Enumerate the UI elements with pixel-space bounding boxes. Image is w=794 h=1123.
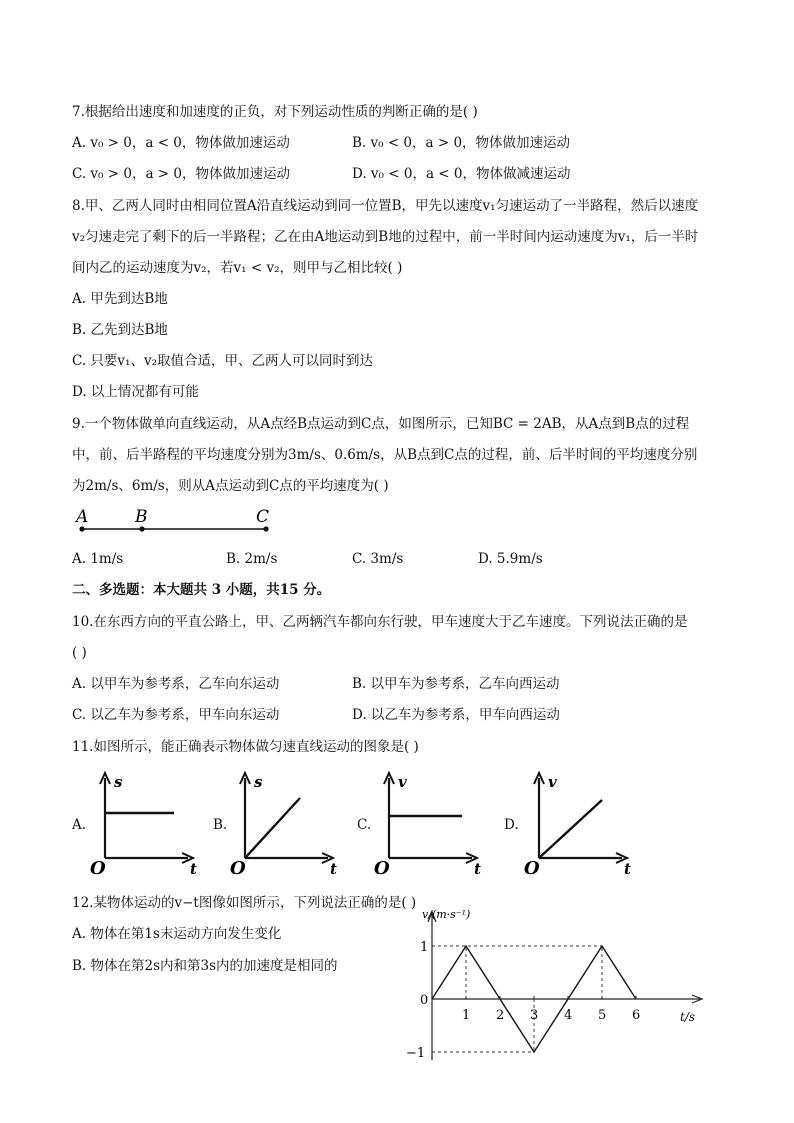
- x-tick-label-6: 6: [632, 1008, 641, 1023]
- q9-line-1: 9.一个物体做单向直线运动，从A点经B点运动到C点，如图所示，已知BC = 2AB，从A点到B点的过程: [72, 416, 690, 432]
- x-axis-label: t: [330, 860, 337, 878]
- x-axis-label: t/s: [680, 1010, 696, 1024]
- graph-line: [539, 800, 602, 858]
- x-tick-label-3: 3: [530, 1008, 539, 1023]
- y-tick-label-neg-1: −1: [406, 1046, 426, 1061]
- section-2-heading: 二、多选题：本大题共 3 小题，共15 分。: [72, 582, 331, 598]
- q10-line-2: ( ): [72, 645, 87, 661]
- q12-option-b: B. 物体在第2s内和第3s内的加速度是相同的: [72, 958, 338, 974]
- q9-line-3: 为2m/s、6m/s，则从A点运动到C点的平均速度为( ): [72, 478, 389, 494]
- q9-point-a: [79, 526, 84, 531]
- q10-option-a: A. 以甲车为参考系，乙车向东运动: [72, 676, 280, 692]
- q7-option-d: D. v₀ < 0，a < 0，物体做减速运动: [352, 166, 571, 182]
- q11-graph-a: [88, 770, 200, 880]
- q9-option-b: B. 2m/s: [226, 551, 278, 567]
- q7-option-a: A. v₀ > 0，a < 0，物体做加速运动: [72, 135, 290, 151]
- q8-option-a: A. 甲先到达B地: [72, 291, 168, 307]
- q11-stem: 11.如图所示，能正确表示物体做匀速直线运动的图象是( ): [72, 739, 419, 755]
- q9-option-c: C. 3m/s: [352, 551, 404, 567]
- origin-label: O: [374, 858, 390, 879]
- q12-stem: 12.某物体运动的v−t图像如图所示，下列说法正确的是( ): [72, 895, 417, 911]
- origin-label: O: [524, 858, 540, 879]
- x-tick-label-5: 5: [598, 1008, 607, 1023]
- q10-option-b: B. 以甲车为参考系，乙车向西运动: [352, 676, 560, 692]
- q9-option-a: A. 1m/s: [72, 551, 124, 567]
- q7-option-c: C. v₀ > 0，a > 0，物体做加速运动: [72, 166, 290, 182]
- y-axis-label: s: [254, 773, 263, 791]
- y-axis-label: v: [548, 773, 557, 791]
- q8-option-b: B. 乙先到达B地: [72, 322, 168, 338]
- q10-line-1: 10.在东西方向的平直公路上，甲、乙两辆汽车都向东行驶，甲车速度大于乙车速度。下列说法正确的是: [72, 614, 688, 630]
- q10-option-c: C. 以乙车为参考系，甲车向东运动: [72, 707, 280, 723]
- vt-chart: [398, 900, 698, 1070]
- origin-label: 0: [420, 993, 429, 1008]
- x-tick-label-2: 2: [496, 1008, 505, 1023]
- q10-option-d: D. 以乙车为参考系，甲车向西运动: [352, 707, 560, 723]
- q9-label-b: B: [135, 507, 148, 527]
- q9-abc-diagram: [72, 505, 282, 537]
- x-tick-label-4: 4: [564, 1008, 573, 1023]
- q11-option-c-letter: C.: [357, 817, 372, 833]
- q11-option-a-letter: A.: [72, 817, 87, 833]
- q8-option-c: C. 只要v₁、v₂取值合适，甲、乙两人可以同时到达: [72, 353, 374, 369]
- q9-point-b: [139, 526, 144, 531]
- q7-option-b: B. v₀ < 0，a > 0，物体做加速运动: [352, 135, 571, 151]
- q11-option-b-letter: B.: [213, 817, 228, 833]
- q8-line-2: v₂匀速走完了剩下的后一半路程；乙在由A地运动到B地的过程中，前一半时间内运动速度为v₁，后一半时: [72, 229, 699, 245]
- y-tick-label-1: 1: [420, 940, 429, 955]
- q7-stem: 7.根据给出速度和加速度的正负，对下列运动性质的判断正确的是( ): [72, 104, 478, 120]
- q11-graph-c: [372, 770, 484, 880]
- x-axis-label: t: [190, 860, 197, 878]
- x-axis-label: t: [474, 860, 481, 878]
- q12-option-a: A. 物体在第1s末运动方向发生变化: [72, 926, 282, 942]
- origin-label: O: [230, 858, 246, 879]
- q11-graph-d: [522, 770, 634, 880]
- q11-option-d-letter: D.: [504, 817, 519, 833]
- graph-line: [245, 798, 300, 858]
- q8-option-d: D. 以上情况都有可能: [72, 384, 199, 400]
- q9-line-2: 中，前、后半路程的平均速度分别为3m/s、0.6m/s，从B点到C点的过程，前、后半时间的平均速度分别: [72, 447, 698, 463]
- x-tick-label-1: 1: [462, 1008, 471, 1023]
- q11-graph-b: [228, 770, 340, 880]
- y-axis-label: v: [398, 773, 407, 791]
- q8-line-3: 间内乙的运动速度为v₂，若v₁ < v₂，则甲与乙相比较( ): [72, 260, 403, 276]
- origin-label: O: [90, 858, 106, 879]
- q9-point-c: [263, 526, 268, 531]
- x-axis-label: t: [624, 860, 631, 878]
- q9-label-a: A: [76, 507, 89, 527]
- q9-option-d: D. 5.9m/s: [478, 551, 543, 567]
- y-axis-label: v/(m·s⁻¹): [422, 908, 471, 921]
- q8-line-1: 8.甲、乙两人同时由相同位置A沿直线运动到同一位置B，甲先以速度v₁匀速运动了一半路程，然后以速度: [72, 198, 699, 214]
- y-axis-label: s: [114, 773, 123, 791]
- q9-label-c: C: [256, 507, 270, 527]
